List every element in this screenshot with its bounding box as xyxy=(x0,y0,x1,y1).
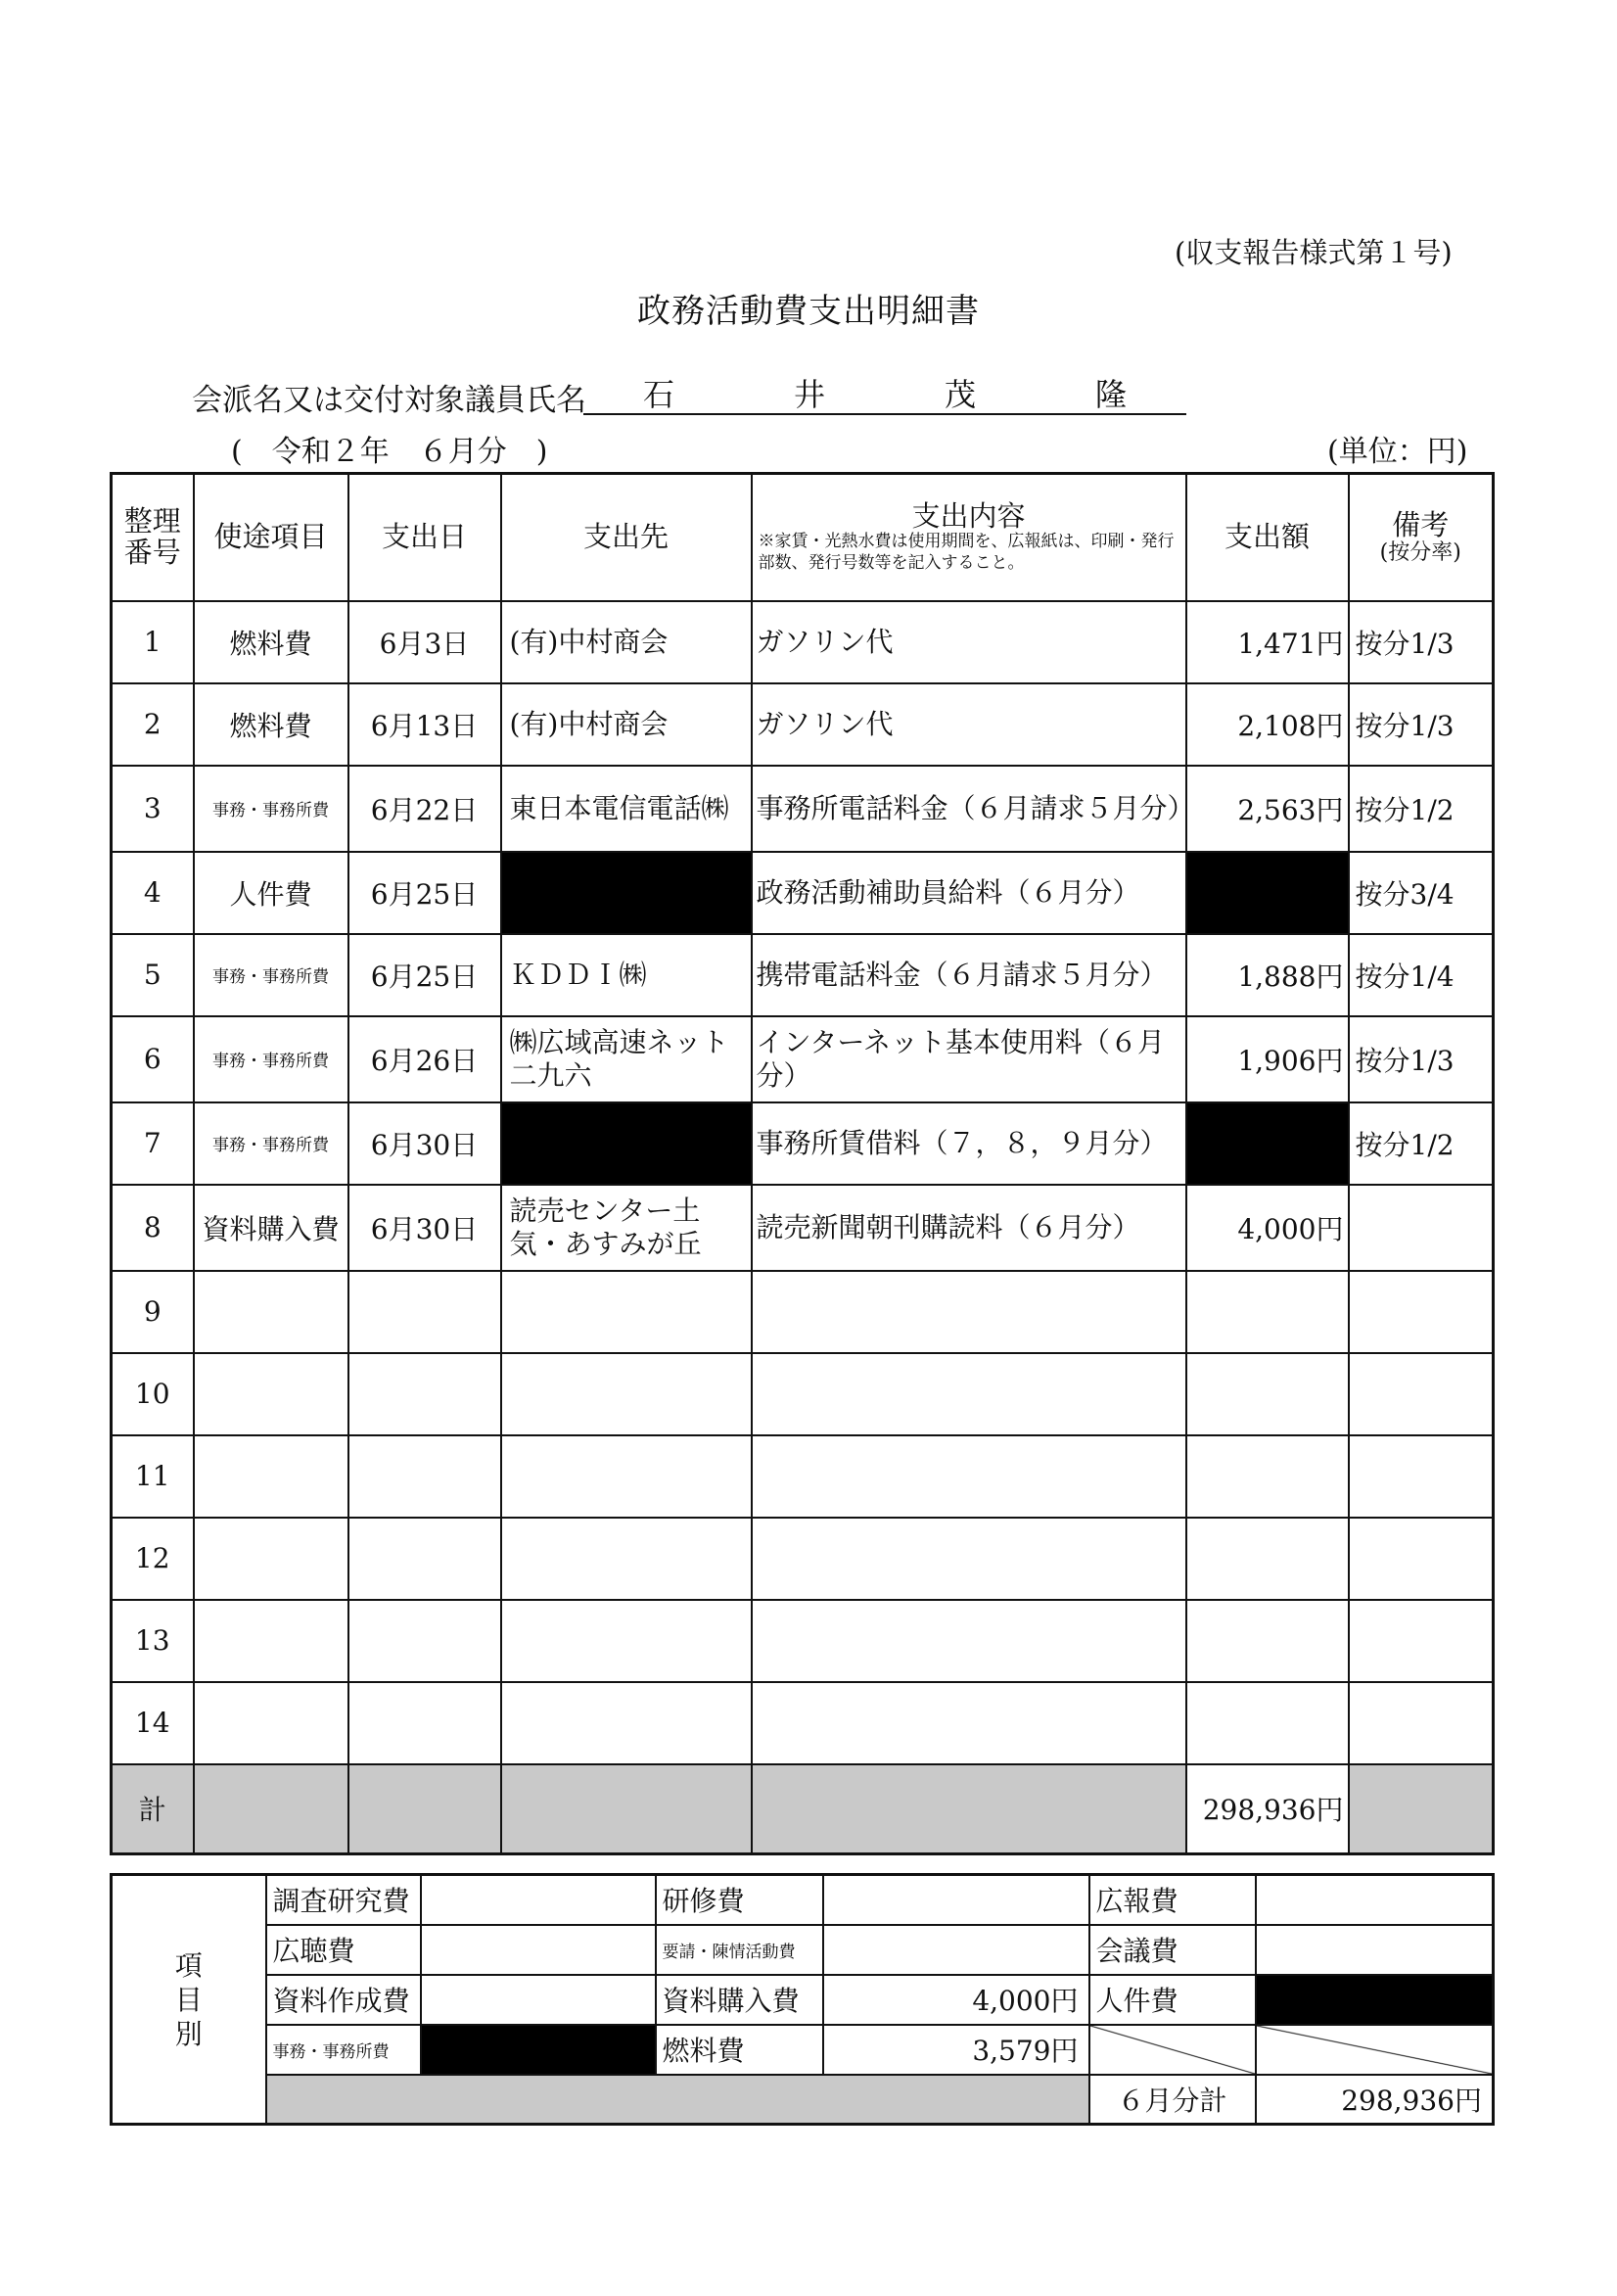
header-content-title: 支出内容 xyxy=(911,498,1026,533)
row-content xyxy=(752,1271,1186,1353)
summary-meeting-label: 会議費 xyxy=(1089,1925,1256,1975)
row-no: 6 xyxy=(112,1016,194,1102)
summary-purchase-value: 4,000円 xyxy=(823,1975,1089,2025)
redacted-cell xyxy=(501,1102,752,1185)
row-no: 13 xyxy=(112,1600,194,1682)
header-remarks: 備考 (按分率) xyxy=(1349,474,1494,601)
summary-research-label: 調査研究費 xyxy=(266,1875,421,1925)
row-content: 読売新聞朝刊購読料（６月分） xyxy=(752,1185,1186,1271)
row-no: 1 xyxy=(112,601,194,683)
row-payee xyxy=(501,1271,752,1353)
expense-table xyxy=(110,472,1495,1855)
row-amount xyxy=(1186,1353,1349,1435)
row-no: 11 xyxy=(112,1435,194,1518)
header-amount: 支出額 xyxy=(1186,474,1349,601)
row-payee: 東日本電信電話㈱ xyxy=(501,766,752,852)
row-no: 2 xyxy=(112,683,194,766)
member-name-char: 茂 xyxy=(944,376,976,413)
row-remarks: 按分1/3 xyxy=(1349,601,1494,683)
summary-fuel-label: 燃料費 xyxy=(656,2025,823,2075)
row-date xyxy=(348,1600,501,1682)
summary-office-label: 事務・事務所費 xyxy=(266,2025,421,2075)
row-amount: 2,108円 xyxy=(1186,683,1349,766)
row-content xyxy=(752,1682,1186,1764)
member-label: 会派名又は交付対象議員氏名 xyxy=(192,383,586,418)
row-category: 事務・事務所費 xyxy=(194,766,348,852)
summary-materials-label: 資料作成費 xyxy=(266,1975,421,2025)
row-payee: (有)中村商会 xyxy=(501,601,752,683)
row-category: 事務・事務所費 xyxy=(194,1102,348,1185)
redacted-cell xyxy=(1186,1102,1349,1185)
row-remarks: 按分1/4 xyxy=(1349,934,1494,1016)
row-amount: 1,906円 xyxy=(1186,1016,1349,1102)
table-row xyxy=(112,852,1494,934)
row-category xyxy=(194,1682,348,1764)
summary-side-label: 項 目 別 xyxy=(112,1875,266,2125)
row-content xyxy=(752,1353,1186,1435)
row-remarks xyxy=(1349,1271,1494,1353)
table-row xyxy=(112,1353,1494,1435)
month-total-label: ６月分計 xyxy=(1089,2075,1256,2125)
summary-hearing-label: 広聴費 xyxy=(266,1925,421,1975)
header-content-note: ※家賃・光熱水費は使用期間を、広報紙は、印刷・発行部数、発行号数等を記入すること。 xyxy=(758,532,1175,573)
row-content: インターネット基本使用料（６月分） xyxy=(752,1016,1186,1102)
month-total-value: 298,936円 xyxy=(1256,2075,1494,2125)
row-category: 事務・事務所費 xyxy=(194,934,348,1016)
diagonal-cell xyxy=(1089,2025,1256,2075)
row-no: 3 xyxy=(112,766,194,852)
row-category xyxy=(194,1600,348,1682)
row-content xyxy=(752,1518,1186,1600)
row-payee xyxy=(501,1518,752,1600)
row-content: 政務活動補助員給料（６月分） xyxy=(752,852,1186,934)
row-remarks: 按分1/3 xyxy=(1349,1016,1494,1102)
row-date: 6月25日 xyxy=(348,934,501,1016)
table-row xyxy=(112,1185,1494,1271)
summary-training-label: 研修費 xyxy=(656,1875,823,1925)
row-amount xyxy=(1186,1271,1349,1353)
row-no: 14 xyxy=(112,1682,194,1764)
member-name-char: 石 xyxy=(642,376,674,413)
row-content: ガソリン代 xyxy=(752,601,1186,683)
row-category xyxy=(194,1353,348,1435)
header-payee: 支出先 xyxy=(501,474,752,601)
row-remarks xyxy=(1349,1682,1494,1764)
table-row xyxy=(112,1682,1494,1764)
row-amount xyxy=(1186,1435,1349,1518)
row-content xyxy=(752,1435,1186,1518)
redacted-cell xyxy=(1186,852,1349,934)
row-category xyxy=(194,1271,348,1353)
row-date: 6月26日 xyxy=(348,1016,501,1102)
row-category: 人件費 xyxy=(194,852,348,934)
redacted-cell xyxy=(421,2025,656,2075)
row-remarks xyxy=(1349,1353,1494,1435)
row-amount: 4,000円 xyxy=(1186,1185,1349,1271)
row-date: 6月25日 xyxy=(348,852,501,934)
summary-table xyxy=(110,1873,1495,2126)
diagonal-cell xyxy=(1256,2025,1494,2075)
summary-petition-label: 要請・陳情活動費 xyxy=(656,1925,823,1975)
row-no: 12 xyxy=(112,1518,194,1600)
summary-personnel-label: 人件費 xyxy=(1089,1975,1256,2025)
row-no: 5 xyxy=(112,934,194,1016)
row-payee xyxy=(501,1682,752,1764)
table-row xyxy=(112,1518,1494,1600)
table-row xyxy=(112,766,1494,852)
row-category: 事務・事務所費 xyxy=(194,1016,348,1102)
row-date: 6月30日 xyxy=(348,1102,501,1185)
row-date xyxy=(348,1518,501,1600)
redacted-cell xyxy=(501,852,752,934)
row-payee: (有)中村商会 xyxy=(501,683,752,766)
row-date xyxy=(348,1682,501,1764)
row-category: 燃料費 xyxy=(194,601,348,683)
row-date: 6月22日 xyxy=(348,766,501,852)
row-remarks xyxy=(1349,1185,1494,1271)
header-content xyxy=(752,474,1186,601)
row-category: 燃料費 xyxy=(194,683,348,766)
row-category xyxy=(194,1435,348,1518)
header-remarks-sub: (按分率) xyxy=(1379,539,1461,565)
header-no: 整理番号 xyxy=(112,474,194,601)
row-content: ガソリン代 xyxy=(752,683,1186,766)
row-content: 事務所電話料金（６月請求５月分） xyxy=(752,766,1186,852)
table-row xyxy=(112,1102,1494,1185)
row-content: 事務所賃借料（７，８，９月分） xyxy=(752,1102,1186,1185)
table-row xyxy=(112,1435,1494,1518)
row-amount xyxy=(1186,1518,1349,1600)
row-payee xyxy=(501,1435,752,1518)
page-title: 政務活動費支出明細書 xyxy=(637,292,980,331)
table-row xyxy=(112,1016,1494,1102)
total-label: 計 xyxy=(112,1764,194,1854)
summary-pr-label: 広報費 xyxy=(1089,1875,1256,1925)
header-date: 支出日 xyxy=(348,474,501,601)
row-amount xyxy=(1186,1600,1349,1682)
row-date xyxy=(348,1435,501,1518)
row-no: 10 xyxy=(112,1353,194,1435)
row-payee: ㈱広域高速ネット二九六 xyxy=(501,1016,752,1102)
row-content xyxy=(752,1600,1186,1682)
member-name-char: 井 xyxy=(793,376,825,413)
summary-purchase-label: 資料購入費 xyxy=(656,1975,823,2025)
row-remarks xyxy=(1349,1435,1494,1518)
table-row xyxy=(112,601,1494,683)
row-amount: 1,471円 xyxy=(1186,601,1349,683)
summary-fuel-value: 3,579円 xyxy=(823,2025,1089,2075)
row-no: 7 xyxy=(112,1102,194,1185)
row-remarks: 按分1/2 xyxy=(1349,1102,1494,1185)
redacted-cell xyxy=(1256,1975,1494,2025)
member-name-char: 隆 xyxy=(1094,376,1127,413)
member-name xyxy=(583,370,1186,415)
row-date: 6月13日 xyxy=(348,683,501,766)
table-row xyxy=(112,1271,1494,1353)
row-amount: 1,888円 xyxy=(1186,934,1349,1016)
table-row xyxy=(112,683,1494,766)
row-category: 資料購入費 xyxy=(194,1185,348,1271)
row-remarks xyxy=(1349,1518,1494,1600)
row-amount xyxy=(1186,1682,1349,1764)
row-remarks: 按分1/3 xyxy=(1349,683,1494,766)
row-date: 6月30日 xyxy=(348,1185,501,1271)
form-number: (収支報告様式第１号) xyxy=(1175,236,1453,269)
row-remarks: 按分1/2 xyxy=(1349,766,1494,852)
row-payee xyxy=(501,1353,752,1435)
table-row xyxy=(112,934,1494,1016)
row-no: 9 xyxy=(112,1271,194,1353)
row-payee: 読売センター土気・あすみが丘 xyxy=(501,1185,752,1271)
row-no: 8 xyxy=(112,1185,194,1271)
row-date: 6月3日 xyxy=(348,601,501,683)
unit-label: (単位：円) xyxy=(1327,435,1468,469)
total-amount: 298,936円 xyxy=(1186,1764,1349,1854)
row-date xyxy=(348,1271,501,1353)
row-remarks: 按分3/4 xyxy=(1349,852,1494,934)
row-payee xyxy=(501,1600,752,1682)
table-row xyxy=(112,1600,1494,1682)
row-amount: 2,563円 xyxy=(1186,766,1349,852)
period: ( 令和２年 ６月分 ) xyxy=(231,435,548,469)
row-remarks xyxy=(1349,1600,1494,1682)
row-content: 携帯電話料金（６月請求５月分） xyxy=(752,934,1186,1016)
row-category xyxy=(194,1518,348,1600)
header-category: 使途項目 xyxy=(194,474,348,601)
row-no: 4 xyxy=(112,852,194,934)
row-payee: ＫＤＤＩ㈱ xyxy=(501,934,752,1016)
row-date xyxy=(348,1353,501,1435)
